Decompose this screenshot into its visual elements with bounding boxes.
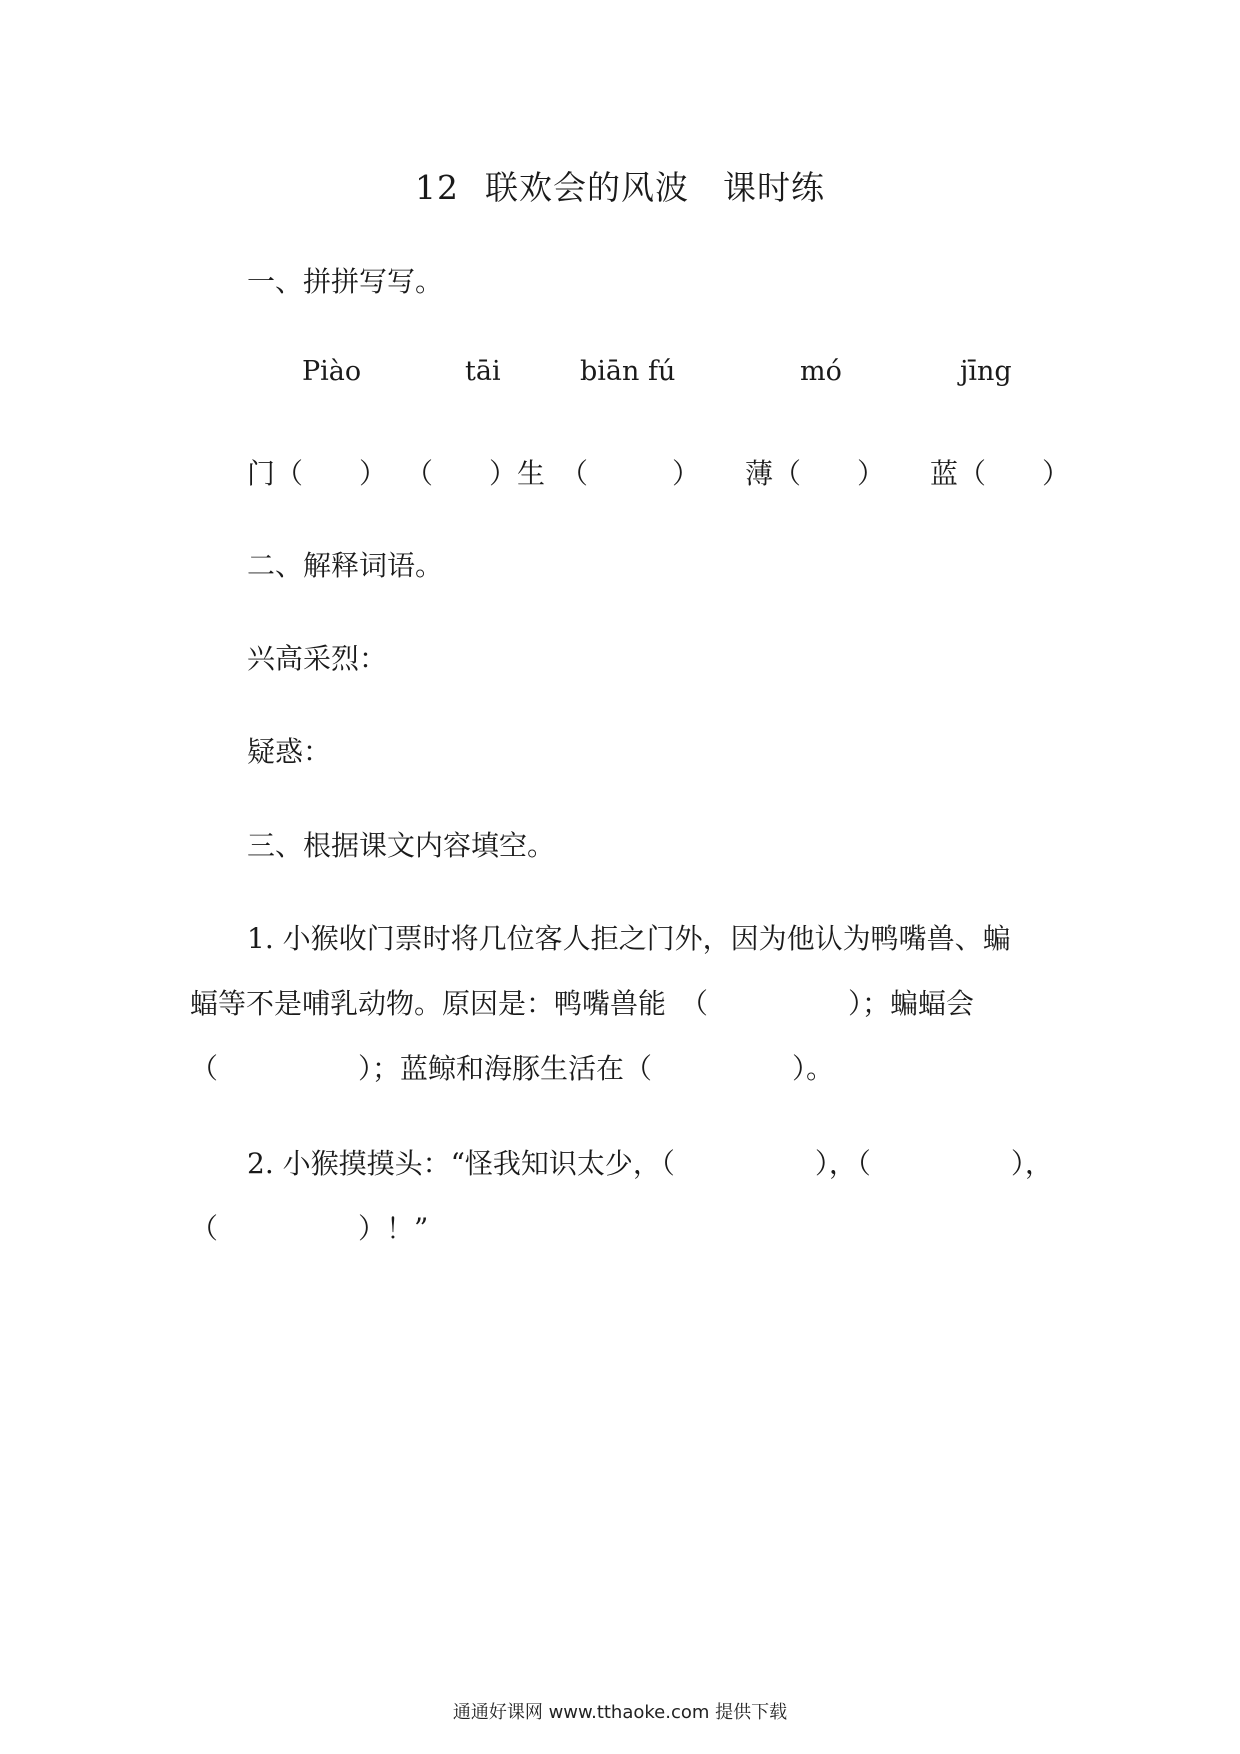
pinyin-5: jīng: [960, 356, 1012, 387]
word-1: 兴高采烈：: [247, 642, 388, 675]
blank-5: 蓝（ ）: [930, 457, 1071, 490]
blank-3: （ ）: [560, 457, 701, 490]
q2-line1: 2. 小猴摸摸头：“怪我知识太少，（ ），（ ），: [247, 1147, 1053, 1180]
q1-line2: 蝠等不是哺乳动物。原因是：鸭嘴兽能 （ ）；蝙蝠会: [190, 987, 975, 1020]
page-title: [0, 162, 1240, 209]
section2-heading: 二、解释词语。: [247, 549, 444, 582]
blank-4: 薄（ ）: [745, 457, 886, 490]
pinyin-3: biān fú: [580, 356, 676, 387]
section1-heading: 一、拼拼写写。: [247, 265, 444, 298]
blank-1: 门（ ）: [247, 457, 388, 490]
pinyin-4: mó: [800, 356, 842, 387]
lesson-number: 12: [415, 168, 459, 207]
pinyin-2: tāi: [465, 356, 501, 387]
section3-heading: 三、根据课文内容填空。: [247, 829, 556, 862]
lesson-subtitle: 课时练: [723, 168, 825, 207]
lesson-title: 联欢会的风波: [485, 168, 689, 207]
q1-line3: （ ）；蓝鲸和海豚生活在（ ）。: [190, 1052, 835, 1085]
word-2: 疑惑：: [247, 735, 332, 768]
q1-line1: 1. 小猴收门票时将几位客人拒之门外，因为他认为鸭嘴兽、蝙: [247, 922, 1011, 955]
blank-2: （ ）生: [405, 457, 546, 490]
q2-line2: （ ）！”: [190, 1212, 429, 1245]
pinyin-1: Piào: [302, 356, 362, 387]
footer-source: 通通好课网 www.tthaoke.com 提供下载: [452, 1702, 788, 1723]
